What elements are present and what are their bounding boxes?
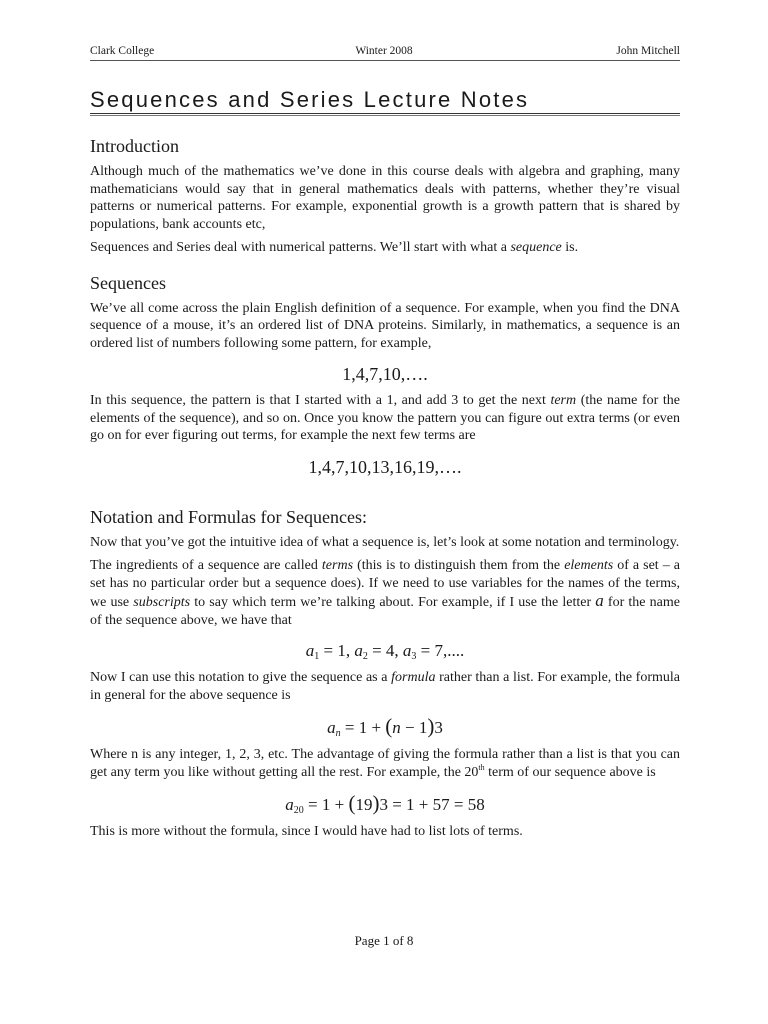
eq3-rel-3: = 7,....	[416, 641, 465, 660]
notation-heading: Notation and Formulas for Sequences:	[90, 506, 367, 527]
intro-p2-text-b: is.	[561, 240, 579, 255]
eq3-sub-3: 3	[411, 651, 417, 662]
notation-p3-text-b: rather than a list. For example, the formula in general for the above sequence is	[90, 670, 681, 703]
eq5-rel: = 1 +	[303, 795, 349, 814]
page-title: Sequences and Series Lecture Notes	[90, 87, 530, 112]
notation-p2-variable-a: a	[595, 591, 604, 610]
notation-paragraph-4	[90, 746, 680, 781]
equation-20th-term	[90, 791, 680, 817]
sequences-paragraph-1: We’ve all come across the plain English definition of a sequence. For example, when you find the DNA sequence of a mouse, it’s an ordered list of DNA proteins. Similarly, in mathematics, a sequence is an ordered list of numbers following some pattern, for example,	[90, 300, 680, 351]
eq4-left-paren: (	[385, 714, 393, 738]
eq3-rel-2: = 4,	[367, 641, 403, 660]
eq4-rel: = 1 +	[340, 718, 386, 737]
content-body	[90, 134, 680, 847]
intro-p2-term-sequence: sequence	[510, 240, 562, 255]
sequences-heading: Sequences	[90, 272, 166, 293]
notation-p2-term-subscripts: subscripts	[133, 595, 191, 610]
notation-p4-superscript: th	[478, 762, 485, 772]
sequences-p2-text-b: (the name for the elements of the sequence), and so on. Once you know the pattern you can figure out extra terms (or even go on for ever figuring out terms, for example the next few terms are	[90, 393, 680, 443]
title-rule	[90, 113, 680, 116]
intro-paragraph-1: Although much of the mathematics we’ve done in this course deals with algebra and graphing, many mathematicians would say that in general mathematics deals with patterns, whether they’re visual patterns or numerical patterns. For example, exponential growth is a growth pattern that is shared by populations, bank accounts etc,	[90, 164, 680, 232]
notation-p3-text-a: Now I can use this notation to give the sequence as a	[90, 670, 392, 685]
eq3-sub-2: 2	[362, 651, 368, 662]
notation-p2-text-a: The ingredients of a sequence are called	[90, 558, 322, 573]
notation-p2-term-elements: elements	[564, 558, 614, 573]
intro-p2-text-a: Sequences and Series deal with numerical patterns. We’ll start with what a	[90, 240, 511, 255]
eq5-sub: 20	[293, 805, 304, 816]
notation-p3-term-formula: formula	[391, 670, 436, 685]
notation-p2-text-b: (this is to distinguish them from the	[353, 558, 565, 573]
eq5-result: 3 = 1 + 57 = 58	[379, 795, 485, 814]
notation-paragraph-3	[90, 669, 680, 704]
notation-p4-text-b: term of our sequence above is	[484, 764, 656, 780]
eq4-n: n	[392, 718, 401, 737]
header-term: Winter 2008	[355, 45, 413, 57]
eq4-sub: n	[335, 728, 341, 739]
notation-p2-text-c: of a set – a set has no particular order but a sequence does). If we need to use variables for the names of the terms, we use	[90, 558, 680, 610]
sequences-p2-term-term: term	[550, 393, 577, 408]
eq5-left-paren: (	[348, 791, 356, 815]
eq3-var-1: a	[305, 641, 315, 660]
eq4-minus-one: − 1	[400, 718, 428, 737]
notation-paragraph-2	[90, 557, 680, 629]
intro-paragraph-2	[90, 239, 680, 257]
header-rule	[90, 60, 680, 61]
notation-p2-text-d: to say which term we’re talking about. For example, if I use the letter	[190, 595, 596, 610]
eq3-var-3: a	[402, 641, 412, 660]
equation-subscript-terms	[90, 639, 680, 663]
eq3-rel-1: = 1,	[319, 641, 355, 660]
notation-paragraph-5: This is more without the formula, since I would have had to list lots of terms.	[90, 824, 523, 839]
equation-sequence-extended: 1,4,7,10,13,16,19,….	[308, 456, 462, 477]
notation-p2-term-terms: terms	[321, 558, 354, 573]
header-author: John Mitchell	[616, 45, 680, 57]
notation-paragraph-1: Now that you’ve got the intuitive idea of what a sequence is, let’s look at some notation and terminology.	[90, 534, 680, 550]
eq5-right-paren: )	[372, 791, 380, 815]
page-number: Page 1 of 8	[354, 933, 414, 948]
sequences-p2-text-a: In this sequence, the pattern is that I started with a 1, and add 3 to get the next	[90, 393, 551, 408]
equation-sequence-example: 1,4,7,10,….	[342, 364, 428, 384]
eq4-right-paren: )	[427, 714, 435, 738]
eq4-factor: 3	[434, 718, 443, 737]
sequences-paragraph-2	[90, 392, 680, 445]
eq4-var: a	[327, 718, 336, 737]
equation-general-formula	[90, 714, 680, 740]
notation-p2-text-e: for the name of the sequence above, we have that	[90, 595, 680, 628]
header-institution: Clark College	[90, 45, 155, 57]
notation-p4-text-a: Where n is any integer, 1, 2, 3, etc. The advantage of giving the formula rather than a list is that you can get any term you like without getting all the rest. For example, the 20	[90, 747, 680, 780]
eq5-var: a	[285, 795, 294, 814]
intro-heading: Introduction	[90, 136, 179, 156]
eq3-var-2: a	[354, 641, 363, 660]
eq5-inner: 19	[355, 795, 373, 814]
eq3-sub-1: 1	[314, 651, 320, 662]
